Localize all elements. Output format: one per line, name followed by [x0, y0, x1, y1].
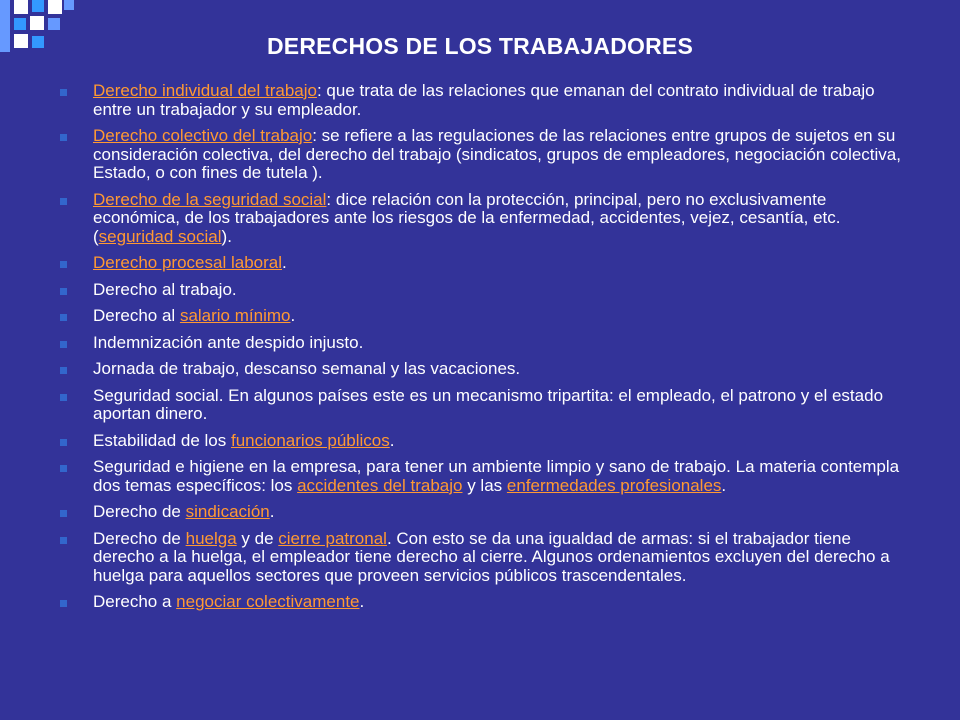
- item-text: Derecho al trabajo.: [93, 279, 237, 299]
- list-item: [58, 593, 913, 612]
- bullet-icon: [60, 537, 67, 544]
- item-link[interactable]: negociar colectivamente: [176, 592, 360, 611]
- list-item: [58, 307, 913, 326]
- item-text: Indemnización ante despido injusto.: [93, 332, 364, 352]
- bullet-icon: [60, 341, 67, 348]
- item-text: y las: [462, 475, 507, 495]
- item-text: : se refiere a las regulaciones de las relaciones entre grupos de sujetos en su consideración colectiva, del derecho del trabajo (sindicatos, grupos de empleadores, negociación colectiva, Estado, o con fines de tutela ).: [93, 126, 901, 182]
- item-text: .: [721, 475, 727, 495]
- item-text: .: [282, 253, 287, 272]
- bullet-icon: [60, 394, 67, 401]
- list-item: [58, 127, 913, 183]
- list-item: [58, 334, 913, 353]
- list-item: [58, 432, 913, 451]
- item-text: Estabilidad de los: [93, 430, 231, 450]
- item-text: .: [359, 592, 365, 611]
- bullet-icon: [60, 510, 67, 517]
- item-link[interactable]: accidentes del trabajo: [297, 475, 463, 495]
- item-text: Derecho al: [93, 306, 180, 325]
- list-item: [58, 254, 913, 273]
- item-link[interactable]: Derecho de la seguridad social: [93, 189, 327, 209]
- item-text: Seguridad social. En algunos países este es un mecanismo tripartita: el empleado, el patrono y el estado aportan dinero.: [93, 385, 884, 423]
- bullet-icon: [60, 288, 67, 295]
- bullet-icon: [60, 198, 67, 205]
- list-item: [58, 82, 913, 119]
- item-link[interactable]: salario mínimo: [179, 306, 291, 325]
- item-link[interactable]: funcionarios públicos: [230, 430, 390, 450]
- rights-list: [58, 82, 913, 620]
- item-text: ).: [221, 226, 232, 246]
- item-text: . Con esto se da una igualdad de armas: si el trabajador tiene derecho a la huelga, el empleador tiene derecho al cierre. Algunos ordenamientos excluyen del derecho a huelga para aquellos sectores que proveen servicios públicos trascendentales.: [93, 528, 890, 585]
- bullet-icon: [60, 367, 67, 374]
- item-link[interactable]: Derecho individual del trabajo: [93, 81, 317, 100]
- bullet-icon: [60, 465, 67, 472]
- bullet-icon: [60, 261, 67, 268]
- item-link[interactable]: enfermedades profesionales: [506, 475, 722, 495]
- item-text: .: [290, 306, 296, 325]
- list-item: [58, 530, 913, 586]
- item-link[interactable]: Derecho colectivo del trabajo: [93, 126, 313, 145]
- list-item: [58, 191, 913, 247]
- item-link[interactable]: Derecho procesal laboral: [93, 253, 282, 272]
- item-text: : que trata de las relaciones que emanan del contrato individual de trabajo entre un trabajador y su empleador.: [93, 81, 875, 119]
- bullet-icon: [60, 89, 67, 96]
- item-text: Derecho de: [93, 528, 186, 548]
- list-item: [58, 360, 913, 379]
- list-item: [58, 387, 913, 424]
- item-link[interactable]: huelga: [185, 528, 237, 548]
- item-link[interactable]: seguridad social: [98, 226, 222, 246]
- item-text: y de: [236, 528, 279, 548]
- item-text: Derecho de: [93, 502, 186, 521]
- item-text: .: [269, 502, 275, 521]
- item-text: : dice relación con la protección, principal, pero no exclusivamente económica, de los trabajadores ante los riesgos de la enfermedad, accidentes, vejez, cesantía, etc. (: [93, 189, 841, 246]
- item-text: Jornada de trabajo, descanso semanal y las vacaciones.: [93, 359, 521, 378]
- bullet-icon: [60, 439, 67, 446]
- list-item: [58, 458, 913, 495]
- bullet-icon: [60, 314, 67, 321]
- item-link[interactable]: sindicación: [185, 502, 270, 521]
- list-item: [58, 281, 913, 300]
- item-link[interactable]: cierre patronal: [278, 528, 387, 548]
- slide-title: DERECHOS DE LOS TRABAJADORES: [266, 33, 694, 59]
- list-item: [58, 503, 913, 522]
- bullet-icon: [60, 134, 67, 141]
- item-text: .: [389, 430, 395, 450]
- bullet-icon: [60, 600, 67, 607]
- item-text: Seguridad e higiene en la empresa, para tener un ambiente limpio y sano de trabajo. La materia contempla dos temas específicos: los: [93, 457, 900, 495]
- item-text: Derecho a: [93, 592, 177, 611]
